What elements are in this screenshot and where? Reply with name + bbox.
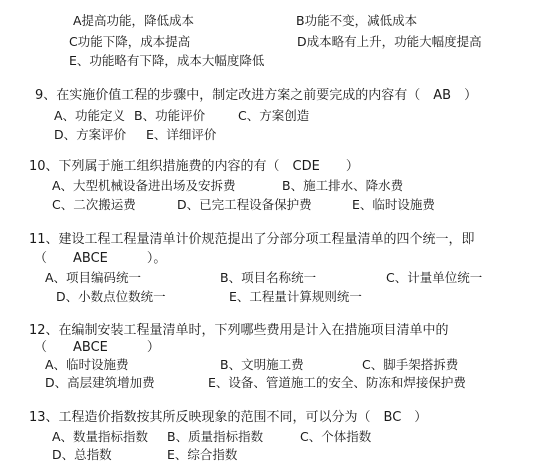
- question-12-answer: （ ABCE ）: [34, 340, 160, 355]
- q13-option-d: D、总指数: [52, 447, 112, 462]
- q12-option-c: C、脚手架搭拆费: [362, 357, 459, 372]
- q9-option-e: E、详细评价: [146, 127, 217, 142]
- q10-option-e: E、临时设施费: [352, 197, 435, 212]
- q10-option-d: D、已完工程设备保护费: [177, 197, 312, 212]
- q12-option-d: D、高层建筑增加费: [45, 375, 155, 390]
- q11-option-a: A、项目编码统一: [45, 270, 142, 285]
- question-13-stem: 13、工程造价指数按其所反映现象的范围不同，可以分为（ BC ）: [29, 410, 428, 425]
- q8-option-d: D成本略有上升，功能大幅度提高: [297, 34, 482, 49]
- q8-option-c: C功能下降，成本提高: [69, 34, 191, 49]
- q13-option-b: B、质量指标指数: [167, 429, 264, 444]
- q9-option-c: C、方案创造: [238, 108, 310, 123]
- q10-option-b: B、施工排水、降水费: [282, 178, 404, 193]
- q13-option-e: E、综合指数: [167, 447, 238, 462]
- q8-option-e: E、功能略有下降，成本大幅度降低: [69, 53, 265, 68]
- q8-option-a: A提高功能，降低成本: [73, 13, 195, 28]
- q9-option-d: D、方案评价: [54, 127, 127, 142]
- q11-option-c: C、计量单位统一: [386, 270, 483, 285]
- q10-option-c: C、二次搬运费: [52, 197, 136, 212]
- question-9-stem: 9、在实施价值工程的步骤中，制定改进方案之前要完成的内容有（ AB ）: [35, 88, 478, 103]
- q12-option-a: A、临时设施费: [45, 357, 129, 372]
- question-12-stem: 12、在编制安装工程量清单时，下列哪些费用是计入在措施项目清单中的: [29, 323, 449, 338]
- q9-option-b: B、功能评价: [134, 108, 206, 123]
- q11-option-e: E、工程量计算规则统一: [229, 289, 362, 304]
- q8-option-b: B功能不变，减低成本: [296, 13, 418, 28]
- question-10-stem: 10、下列属于施工组织措施费的内容的有（ CDE ）: [29, 159, 359, 174]
- q13-option-c: C、个体指数: [300, 429, 372, 444]
- q13-option-a: A、数量指标指数: [52, 429, 149, 444]
- q10-option-a: A、大型机械设备进出场及安拆费: [52, 178, 236, 193]
- q12-option-b: B、文明施工费: [220, 357, 304, 372]
- q11-option-b: B、项目名称统一: [220, 270, 317, 285]
- q9-option-a: A、功能定义: [54, 108, 126, 123]
- q12-option-e: E、设备、管道施工的安全、防冻和焊接保护费: [208, 375, 466, 390]
- q11-option-d: D、小数点位数统一: [56, 289, 166, 304]
- question-11-answer: （ ABCE ）。: [34, 251, 167, 266]
- question-11-stem: 11、建设工程工程量清单计价规范提出了分部分项工程量清单的四个统一，即: [29, 232, 475, 247]
